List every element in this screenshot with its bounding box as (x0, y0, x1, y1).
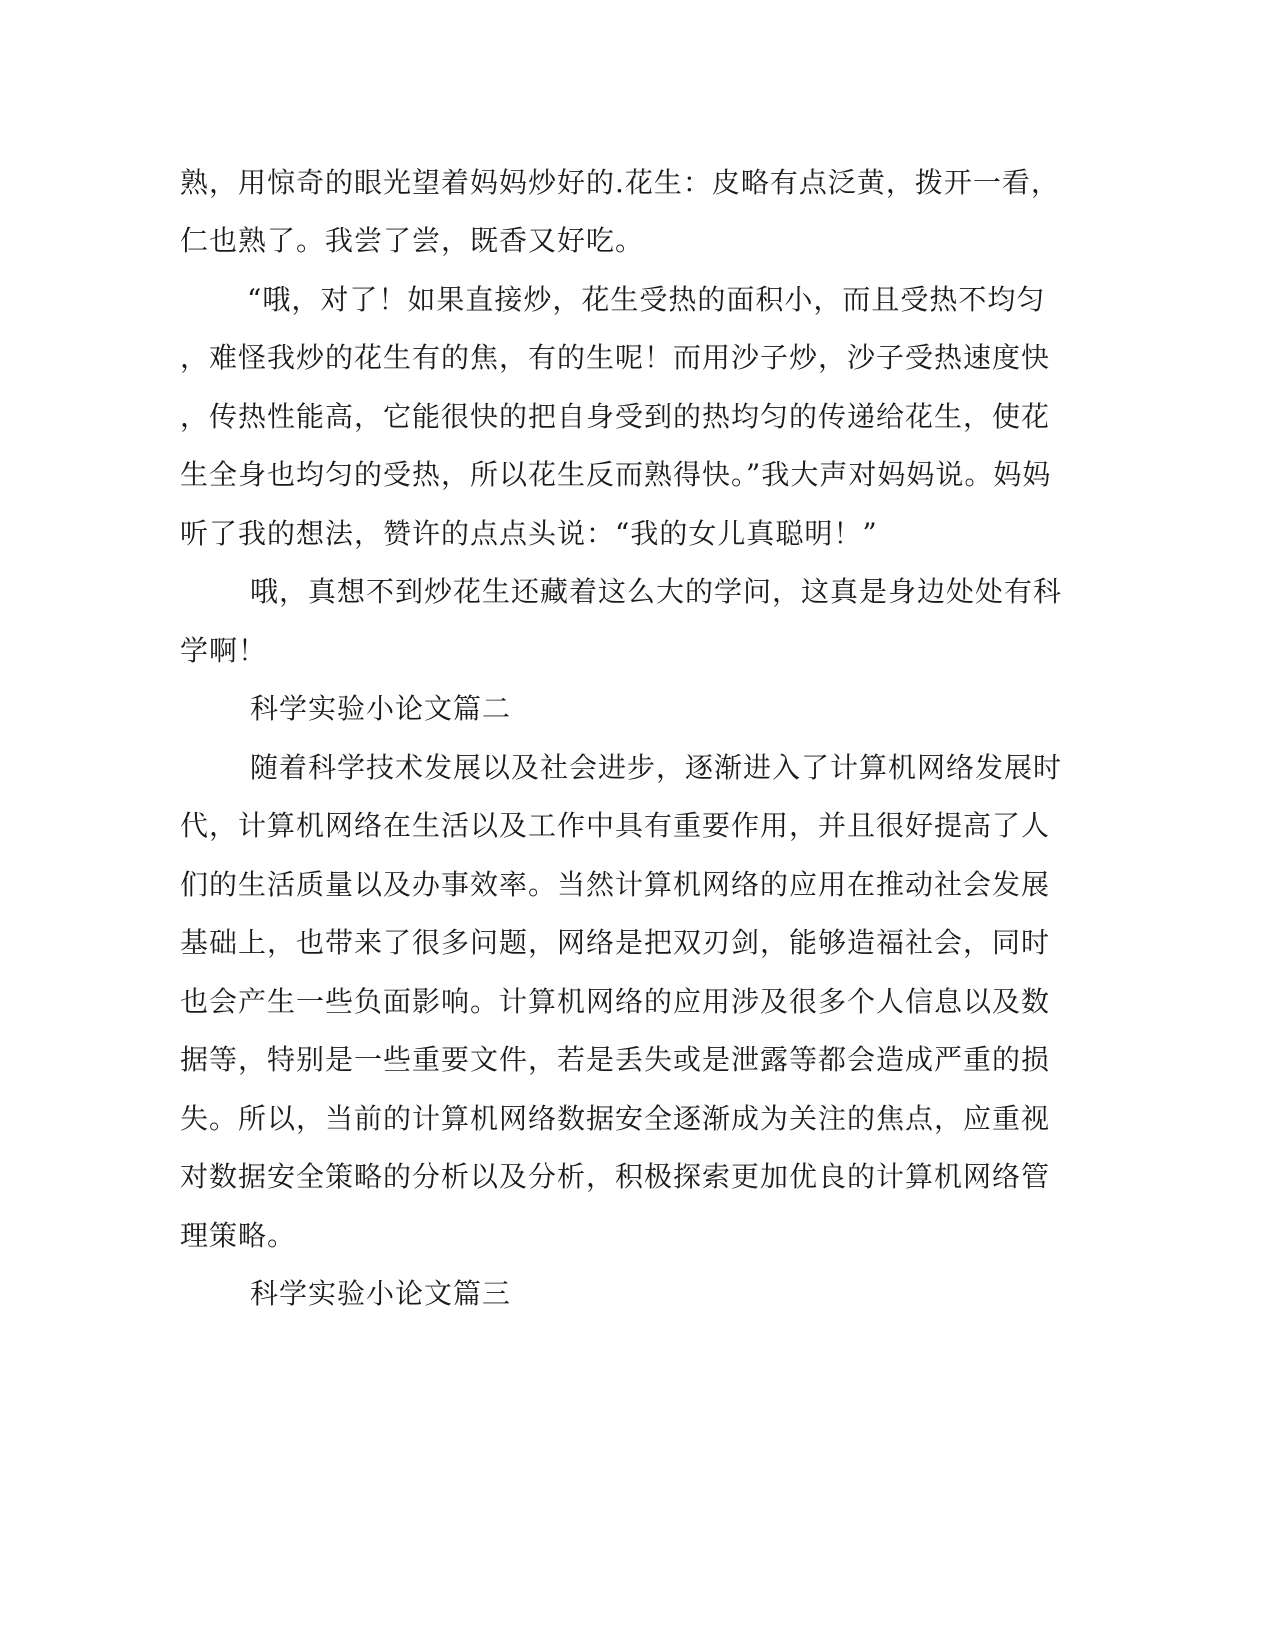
text-line: 基础上，也带来了很多问题，网络是把双刃剑，能够造福社会，同时 (180, 926, 1051, 959)
text-line: 生全身也均匀的受热，所以花生反而熟得快。”我大声对妈妈说。妈妈 (180, 458, 1052, 491)
text-line: 听了我的想法，赞许的点点头说：“我的女儿真聪明！” (180, 517, 878, 550)
section-heading: 科学实验小论文篇二 (250, 692, 512, 725)
text-line: 们的生活质量以及办事效率。当然计算机网络的应用在推动社会发展 (180, 868, 1051, 901)
text-line: 熟，用惊奇的眼光望着妈妈炒好的.花生：皮略有点泛黄，拨开一看， (180, 166, 1060, 199)
text-line: 理策略。 (180, 1219, 297, 1252)
text-line: 对数据安全策略的分析以及分析，积极探索更加优良的计算机网络管 (180, 1160, 1051, 1193)
text-line: ，传热性能高，它能很快的把自身受到的热均匀的传递给花生，使花 (180, 400, 1051, 433)
text-line: 学啊！ (180, 634, 268, 667)
text-line: 仁也熟了。我尝了尝，既香又好吃。 (180, 224, 645, 257)
text-line: ，难怪我炒的花生有的焦，有的生呢！而用沙子炒，沙子受热速度快 (180, 341, 1051, 374)
text-line: 也会产生一些负面影响。计算机网络的应用涉及很多个人信息以及数 (180, 985, 1051, 1018)
text-line: 代，计算机网络在生活以及工作中具有重要作用，并且很好提高了人 (180, 809, 1051, 842)
text-line: 随着科学技术发展以及社会进步，逐渐进入了计算机网络发展时 (250, 751, 1063, 784)
text-line: 失。所以，当前的计算机网络数据安全逐渐成为关注的焦点，应重视 (180, 1102, 1051, 1135)
text-line: 哦，真想不到炒花生还藏着这么大的学问，这真是身边处处有科 (250, 575, 1063, 608)
section-heading: 科学实验小论文篇三 (250, 1277, 512, 1310)
text-line: 据等，特别是一些重要文件，若是丢失或是泄露等都会造成严重的损 (180, 1043, 1051, 1076)
text-line: “哦，对了！如果直接炒，花生受热的面积小，而且受热不均匀 (247, 283, 1046, 316)
